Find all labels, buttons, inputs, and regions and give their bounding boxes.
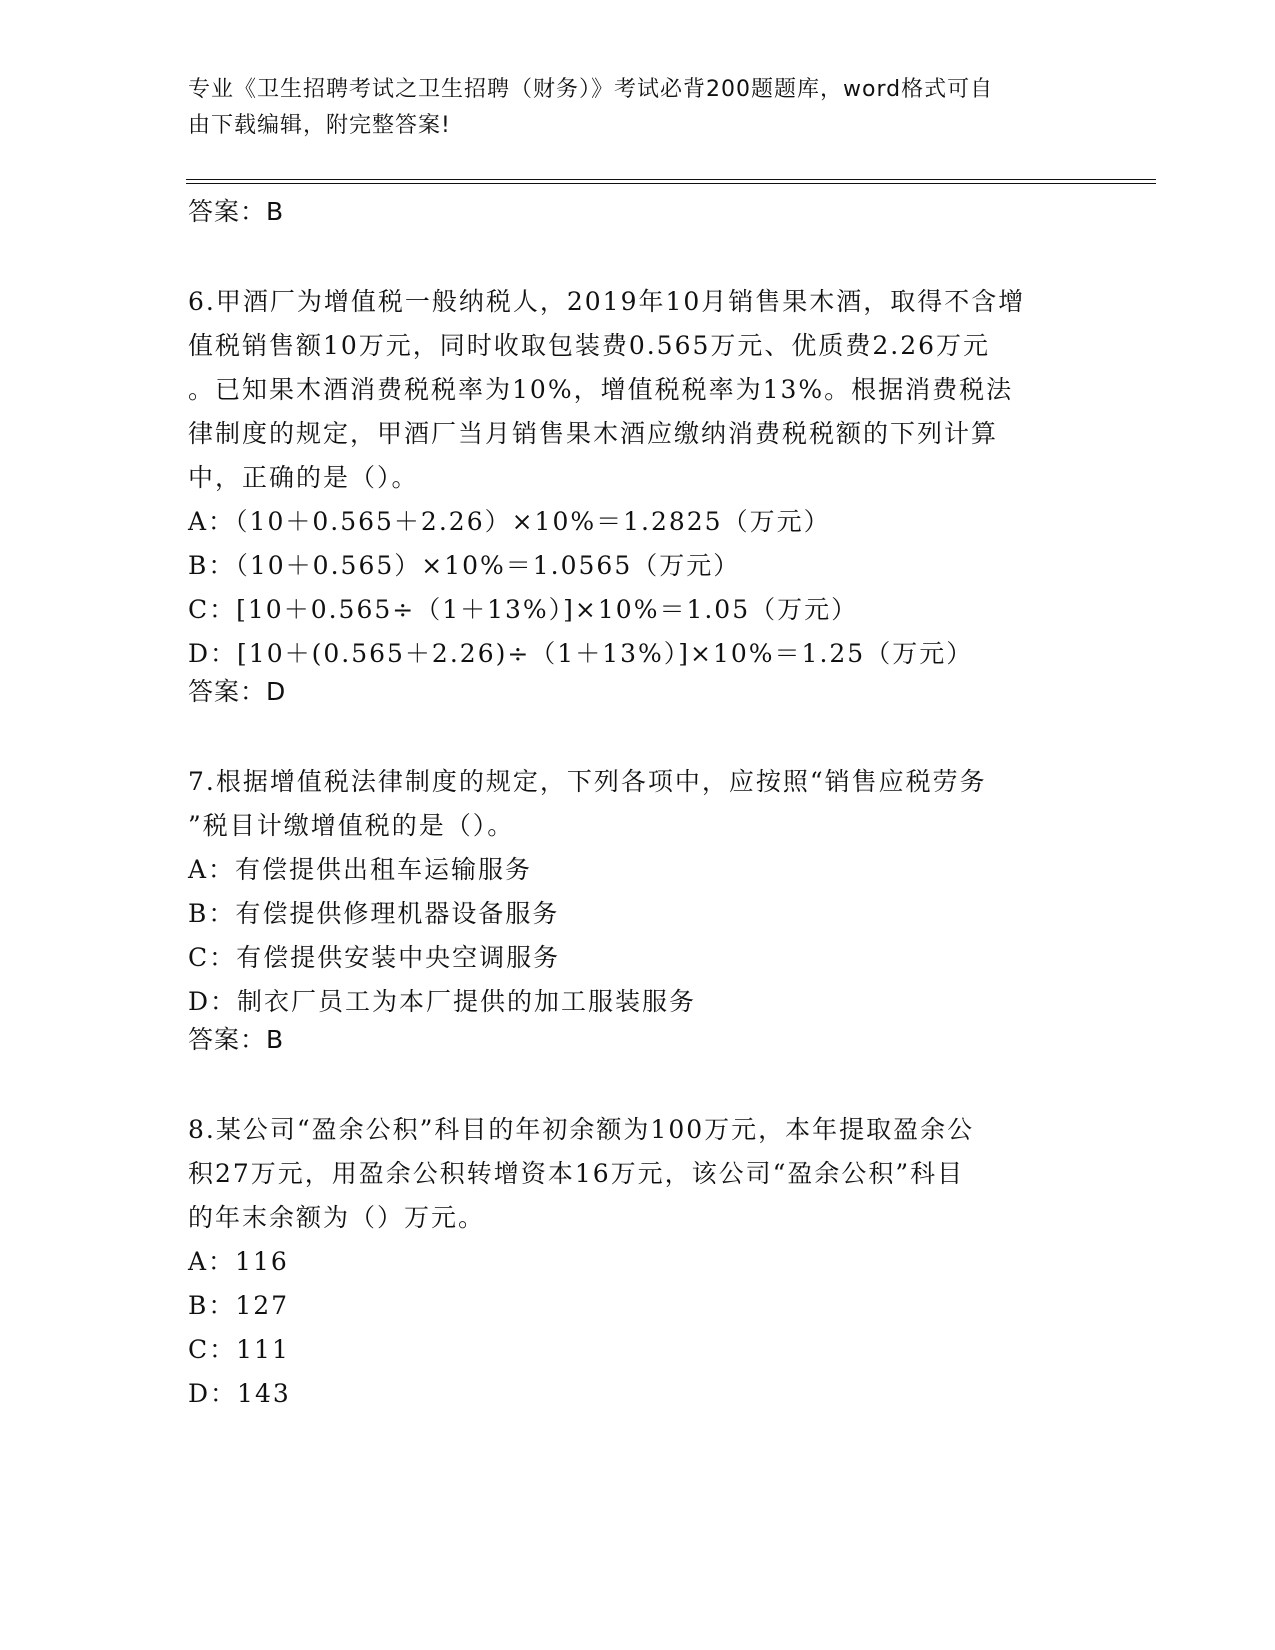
q6-stem-line-4: 律制度的规定，甲酒厂当月销售果木酒应缴纳消费税税额的下列计算 (188, 419, 999, 448)
q6-stem-line-3: 。已知果木酒消费税税率为10%，增值税税率为13%。根据消费税法 (188, 375, 1014, 404)
header-title-line-1: 专业《卫生招聘考试之卫生招聘（财务）》考试必背200题题库，word格式可自 (188, 77, 994, 102)
header-title-line-2: 由下载编辑，附完整答案! (188, 113, 451, 138)
q6-stem-line-5: 中，正确的是（）。 (188, 463, 419, 492)
q6-option-c: C：[10＋0.565÷（1＋13%）]×10%＝1.05（万元） (188, 595, 859, 624)
q8-option-b: B：127 (188, 1291, 290, 1320)
q6-answer: 答案：D (188, 677, 287, 706)
q7-option-d: D：制衣厂员工为本厂提供的加工服装服务 (188, 987, 697, 1016)
q8-option-a: A：116 (188, 1247, 289, 1276)
header-divider-top (186, 179, 1156, 180)
q8-stem-line-2: 积27万元，用盈余公积转增资本16万元，该公司“盈余公积”科目 (188, 1159, 965, 1188)
q8-stem-line-1: 8.某公司“盈余公积”科目的年初余额为100万元，本年提取盈余公 (188, 1115, 975, 1144)
q6-stem-line-2: 值税销售额10万元，同时收取包装费0.565万元、优质费2.26万元 (188, 331, 991, 360)
q8-option-c: C：111 (188, 1335, 290, 1364)
q7-stem-line-2: ”税目计缴增值税的是（）。 (188, 811, 515, 840)
q8-option-d: D：143 (188, 1379, 291, 1408)
q6-option-a: A：（10＋0.565＋2.26）×10%＝1.2825（万元） (188, 507, 831, 536)
q6-option-b: B：（10＋0.565）×10%＝1.0565（万元） (188, 551, 741, 580)
q7-option-c: C：有偿提供安装中央空调服务 (188, 943, 561, 972)
header-divider-bottom (186, 183, 1156, 184)
q7-option-b: B：有偿提供修理机器设备服务 (188, 899, 560, 928)
q7-answer: 答案：B (188, 1025, 285, 1054)
document-header (188, 72, 1068, 144)
q6-option-d: D：[10＋(0.565＋2.26)÷（1＋13%）]×10%＝1.25（万元） (188, 639, 974, 668)
q6-stem-line-1: 6.甲酒厂为增值税一般纳税人，2019年10月销售果木酒，取得不含增 (188, 287, 1026, 316)
answer-previous: 答案：B (188, 197, 285, 226)
q7-option-a: A：有偿提供出租车运输服务 (188, 855, 533, 884)
q8-stem-line-3: 的年末余额为（）万元。 (188, 1203, 486, 1232)
q7-stem-line-1: 7.根据增值税法律制度的规定，下列各项中，应按照“销售应税劳务 (188, 767, 987, 796)
